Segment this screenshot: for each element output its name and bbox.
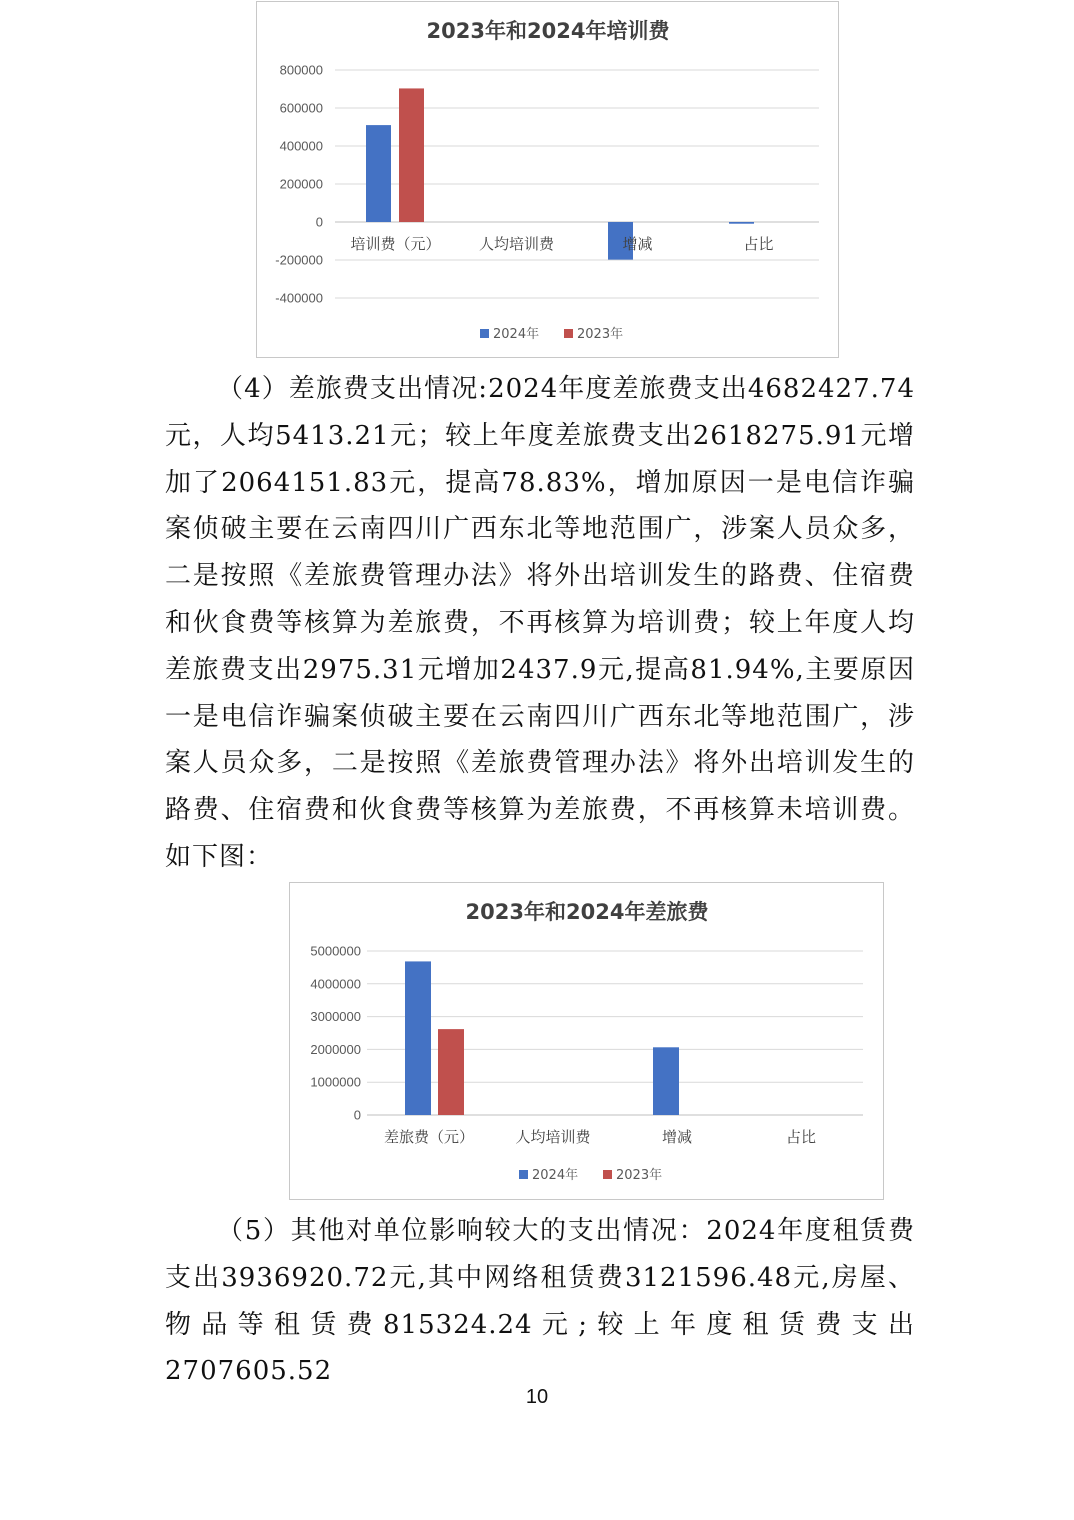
chart-title: 2023年和2024年培训费 (426, 19, 670, 43)
bar-0-0 (366, 125, 391, 222)
bar-0-3 (729, 222, 754, 224)
category-label: 增减 (622, 235, 653, 253)
y-tick-label: 600000 (279, 100, 323, 116)
legend-swatch (603, 1170, 612, 1179)
chart-title: 2023年和2024年差旅费 (465, 900, 709, 924)
legend-swatch (564, 329, 573, 338)
bar-1-0 (399, 88, 424, 222)
travel-fee-chart (289, 882, 884, 1200)
training-fee-chart-svg (257, 2, 840, 359)
page-number: 10 (525, 1386, 549, 1408)
training-fee-chart (256, 1, 839, 358)
legend-label: 2024年 (493, 327, 540, 342)
legend-swatch (519, 1170, 528, 1179)
y-tick-label: 3000000 (310, 1009, 361, 1025)
travel-expense-paragraph: （4）差旅费支出情况:2024年度差旅费支出4682427.74元，人均5413.21元；较上年度差旅费支出2618275.91元增加了2064151.83元，提高78.83%，增加原因一是电信诈骗案侦破主要在云南四川广西东北等地范围广，涉案人员众多，二是按照《差旅费管理办法》将外出培训发生的路费、住宿费和伙食费等核算为差旅费，不再核算为培训费；较上年度人均差旅费支出2975.31元增加2437.9元,提高81.94%,主要原因一是电信诈骗案侦破主要在云南四川广西东北等地范围广，涉案人员众多，二是按照《差旅费管理办法》将外出培训发生的路费、住宿费和伙食费等核算为差旅费，不再核算未培训费。如下图： (165, 374, 915, 872)
bar-1-0 (438, 1029, 464, 1115)
category-label: 培训费（元） (350, 235, 441, 253)
y-tick-label: 0 (315, 214, 323, 230)
y-tick-label: 1000000 (310, 1074, 361, 1090)
category-label: 人均培训费 (478, 235, 555, 253)
category-label: 占比 (785, 1128, 817, 1146)
legend-label: 2024年 (532, 1168, 579, 1183)
y-tick-label: -200000 (275, 252, 323, 268)
legend-label: 2023年 (577, 327, 624, 342)
y-tick-label: 200000 (279, 176, 323, 192)
y-tick-label: 5000000 (310, 943, 361, 959)
y-tick-label: 4000000 (310, 976, 361, 992)
legend-swatch (480, 329, 489, 338)
y-tick-label: 800000 (279, 62, 323, 78)
y-tick-label: 0 (353, 1107, 361, 1123)
y-tick-label: 400000 (279, 138, 323, 154)
category-label: 差旅费（元） (383, 1128, 475, 1146)
category-label: 占比 (743, 235, 774, 253)
legend-label: 2023年 (616, 1168, 663, 1183)
bar-0-0 (405, 961, 431, 1115)
y-tick-label: 2000000 (310, 1041, 361, 1057)
bar-0-2 (653, 1047, 679, 1115)
category-label: 人均培训费 (515, 1128, 591, 1146)
y-tick-label: -400000 (275, 290, 323, 306)
other-expense-paragraph: （5）其他对单位影响较大的支出情况：2024年度租赁费支出3936920.72元,其中网络租赁费3121596.48元,房屋、物品等租赁费815324.24元;较上年度租赁费支出2707605.52 (165, 1216, 915, 1387)
travel-fee-chart-svg (290, 883, 885, 1201)
category-label: 增减 (661, 1128, 693, 1146)
